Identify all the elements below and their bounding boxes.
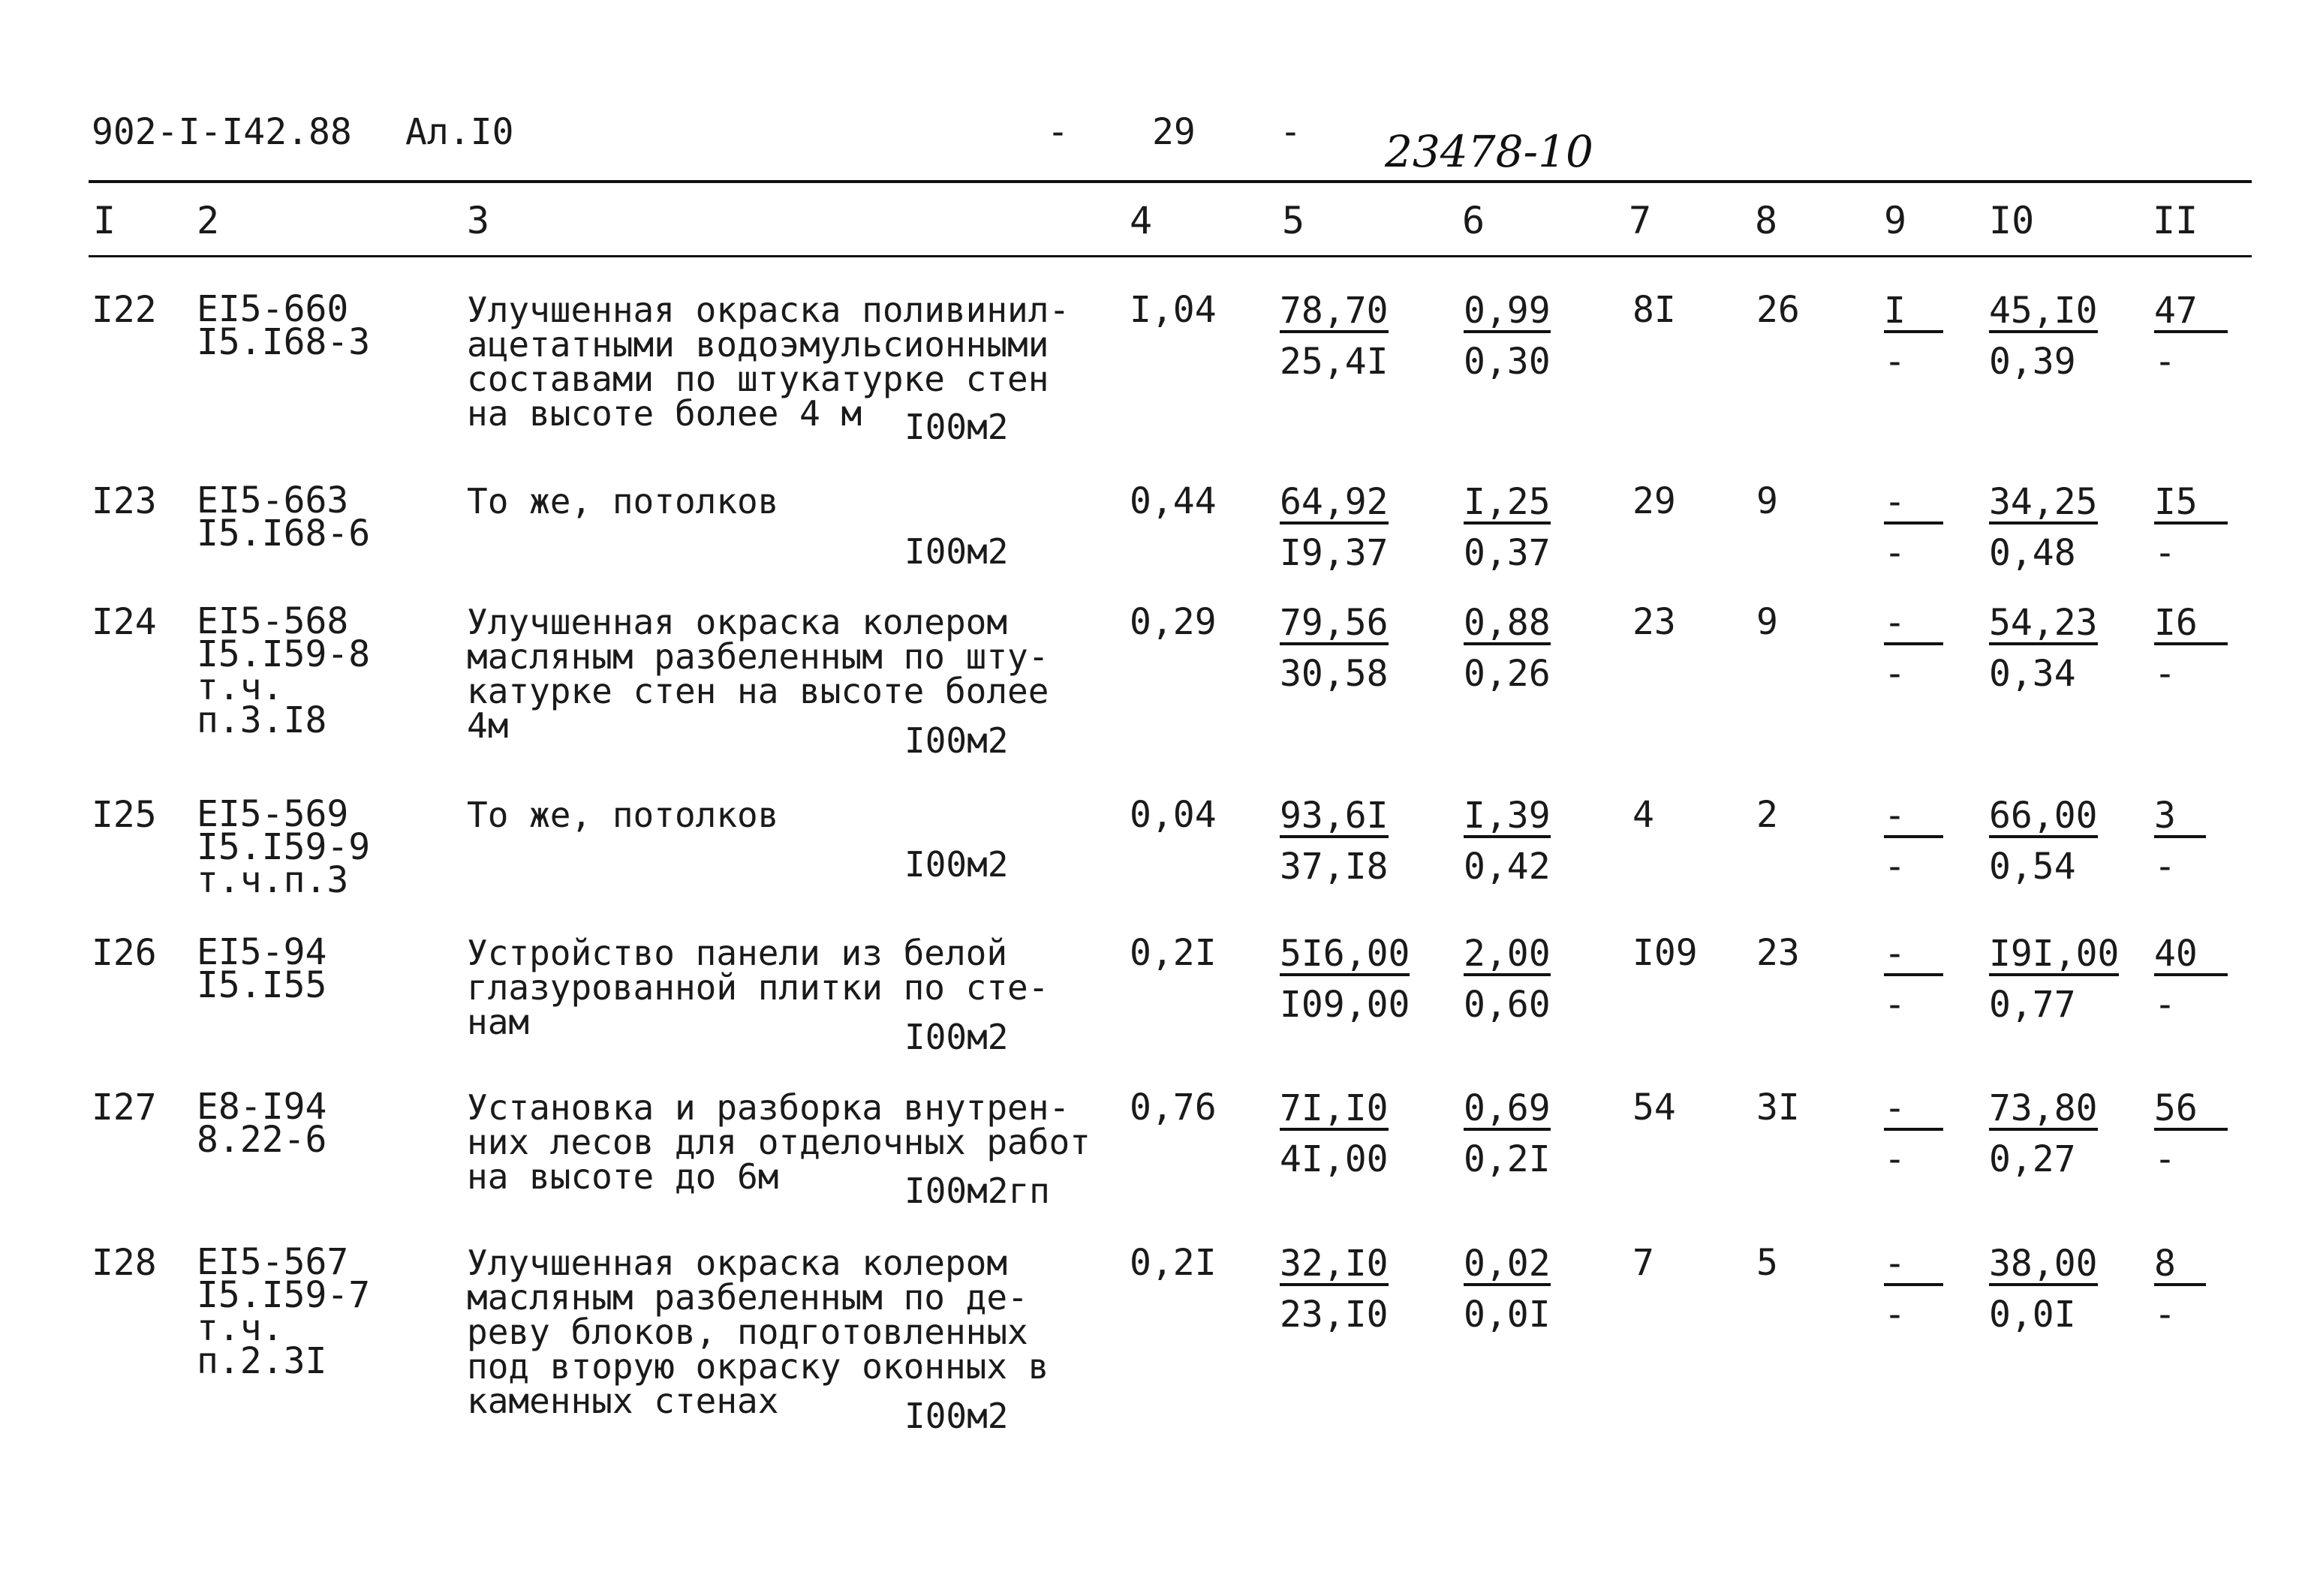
col8-value: 3I <box>1756 1087 1800 1129</box>
quantity-value: I,04 <box>1130 289 1217 331</box>
page-dash-left: - <box>1047 111 1069 153</box>
col11-fraction <box>2154 290 2228 383</box>
document-code: 902-I-I42.88 <box>92 111 352 153</box>
unit-label: I00м2 <box>904 844 1009 885</box>
col11-top: 40 <box>2154 936 2228 976</box>
col9-bottom: - <box>1884 341 1906 383</box>
col9-fraction <box>1884 1087 1943 1180</box>
col5-top: 78,70 <box>1280 290 1389 332</box>
col9-bottom: - <box>1884 653 1906 695</box>
col8-value: 26 <box>1756 289 1800 331</box>
col6-top: 0,69 <box>1464 1087 1551 1129</box>
col7-value: 8I <box>1632 289 1676 331</box>
col5-bottom: I9,37 <box>1280 532 1389 574</box>
col6-bottom: 0,30 <box>1464 341 1551 383</box>
col11-fraction <box>2154 1087 2228 1180</box>
col9-top: - <box>1884 1090 1943 1131</box>
column-number-2: 2 <box>197 199 220 242</box>
col11-top: 8 <box>2154 1246 2206 1286</box>
description-line: Улучшенная окраска колером <box>467 1243 1008 1283</box>
sheet-label: Ал.I0 <box>405 111 514 153</box>
page-dash-right: - <box>1280 111 1301 153</box>
col9-bottom: - <box>1884 532 1906 574</box>
reference-line: I5.I55 <box>197 964 327 1006</box>
col6-fraction <box>1464 1087 1551 1180</box>
description-line: реву блоков, подготовленных <box>467 1312 1028 1352</box>
col5-top: 32,I0 <box>1280 1243 1389 1285</box>
description-line: на высоте до 6м <box>467 1156 779 1197</box>
unit-label: I00м2 <box>904 1017 1009 1057</box>
description-line: катурке стен на высоте более <box>467 671 1049 711</box>
col9-bottom: - <box>1884 1138 1906 1180</box>
col11-bottom: - <box>2154 1138 2176 1180</box>
row-number: I23 <box>92 480 157 522</box>
col11-top: I5 <box>2154 484 2228 524</box>
column-number-9: 9 <box>1884 199 1907 242</box>
col7-value: 4 <box>1632 794 1654 836</box>
col10-fraction <box>1989 795 2098 888</box>
col5-top: 5I6,00 <box>1280 933 1410 975</box>
reference-line: т.ч. <box>197 1307 284 1349</box>
reference-line: I5.I59-8 <box>197 633 371 675</box>
description-line: Устройство панели из белой <box>467 933 1008 973</box>
unit-label: I00м2 <box>904 407 1009 447</box>
row-number: I22 <box>92 289 157 331</box>
col6-bottom: 0,26 <box>1464 653 1551 695</box>
col6-bottom: 0,60 <box>1464 984 1551 1026</box>
reference-line: т.ч.п.3 <box>197 859 349 901</box>
col5-bottom: 4I,00 <box>1280 1138 1389 1180</box>
col9-bottom: - <box>1884 984 1906 1026</box>
col9-top: - <box>1884 936 1943 976</box>
col8-value: 2 <box>1756 794 1778 836</box>
col6-bottom: 0,0I <box>1464 1294 1551 1336</box>
col6-top: I,25 <box>1464 481 1551 523</box>
col9-top: - <box>1884 1246 1943 1286</box>
unit-label: I00м2 <box>904 1396 1009 1436</box>
col9-fraction <box>1884 1243 1943 1336</box>
reference-line: EI5-663 <box>197 479 349 521</box>
col10-top: 34,25 <box>1989 481 2098 523</box>
col9-top: - <box>1884 484 1943 524</box>
description-line: Установка и разборка внутрен- <box>467 1087 1070 1128</box>
col7-value: I09 <box>1632 932 1698 974</box>
col5-top: 64,92 <box>1280 481 1389 523</box>
col10-bottom: 0,27 <box>1989 1138 2076 1180</box>
col9-fraction <box>1884 795 1943 888</box>
unit-label: I00м2 <box>904 720 1009 761</box>
reference-line: EI5-567 <box>197 1241 349 1283</box>
col5-bottom: 25,4I <box>1280 341 1389 383</box>
row-number: I24 <box>92 601 157 643</box>
col5-fraction <box>1280 1243 1389 1336</box>
col10-bottom: 0,48 <box>1989 532 2076 574</box>
col6-bottom: 0,42 <box>1464 846 1551 888</box>
col6-top: I,39 <box>1464 795 1551 837</box>
col9-bottom: - <box>1884 1294 1906 1336</box>
col5-fraction <box>1280 481 1389 574</box>
quantity-value: 0,2I <box>1130 1242 1217 1284</box>
reference-line: EI5-94 <box>197 931 327 973</box>
col6-fraction <box>1464 1243 1551 1336</box>
quantity-value: 0,04 <box>1130 794 1217 836</box>
col8-value: 9 <box>1756 601 1778 643</box>
description-line: Улучшенная окраска колером <box>467 602 1008 642</box>
quantity-value: 0,76 <box>1130 1087 1217 1129</box>
col5-bottom: 37,I8 <box>1280 846 1389 888</box>
col5-top: 93,6I <box>1280 795 1389 837</box>
reference-line: п.2.3I <box>197 1340 327 1382</box>
description-line: масляным разбеленным по де- <box>467 1277 1028 1318</box>
reference-line: п.3.I8 <box>197 699 327 741</box>
reference-line: EI5-660 <box>197 288 349 330</box>
col11-fraction <box>2154 933 2228 1026</box>
col9-top: - <box>1884 798 1943 838</box>
column-number-6: 6 <box>1462 199 1485 242</box>
quantity-value: 0,44 <box>1130 480 1217 522</box>
col10-top: 73,80 <box>1989 1087 2098 1129</box>
reference-line: EI5-568 <box>197 600 349 642</box>
col10-fraction <box>1989 602 2098 695</box>
reference-line: I5.I68-3 <box>197 321 371 363</box>
col11-bottom: - <box>2154 341 2176 383</box>
description-line: них лесов для отделочных работ <box>467 1122 1091 1162</box>
col11-bottom: - <box>2154 653 2176 695</box>
page-number: 29 <box>1152 111 1196 153</box>
description-line: нам <box>467 1002 530 1042</box>
col6-top: 0,02 <box>1464 1243 1551 1285</box>
col9-bottom: - <box>1884 846 1906 888</box>
col6-top: 0,88 <box>1464 602 1551 644</box>
col9-fraction <box>1884 933 1943 1026</box>
col6-bottom: 0,2I <box>1464 1138 1551 1180</box>
column-header-rule <box>89 255 2252 257</box>
col7-value: 54 <box>1632 1087 1676 1129</box>
col8-value: 9 <box>1756 480 1778 522</box>
col5-top: 79,56 <box>1280 602 1389 644</box>
col8-value: 5 <box>1756 1242 1778 1284</box>
col10-top: 66,00 <box>1989 795 2098 837</box>
description-line: глазурованной плитки по сте- <box>467 967 1049 1008</box>
column-number-3: 3 <box>467 199 490 242</box>
col11-top: I6 <box>2154 605 2228 645</box>
description-line: на высоте более 4 м <box>467 393 862 434</box>
col11-fraction <box>2154 481 2228 574</box>
description-line: под вторую окраску оконных в <box>467 1346 1049 1387</box>
reference-line: I5.I59-7 <box>197 1274 371 1316</box>
description-line: ацетатными водоэмульсионными <box>467 324 1049 365</box>
column-number-10: I0 <box>1989 199 2035 242</box>
col10-bottom: 0,54 <box>1989 846 2076 888</box>
column-number-8: 8 <box>1755 199 1778 242</box>
column-number-7: 7 <box>1629 199 1652 242</box>
quantity-value: 0,2I <box>1130 932 1217 974</box>
col9-top: I <box>1884 293 1943 333</box>
col11-fraction <box>2154 1243 2206 1336</box>
col11-bottom: - <box>2154 532 2176 574</box>
col11-fraction <box>2154 795 2206 888</box>
description-line: составами по штукатурке стен <box>467 359 1049 399</box>
col10-fraction <box>1989 481 2098 574</box>
col6-fraction <box>1464 602 1551 695</box>
col6-top: 2,00 <box>1464 933 1551 975</box>
col9-fraction <box>1884 481 1943 574</box>
col5-fraction <box>1280 1087 1389 1180</box>
reference-line: I5.I59-9 <box>197 826 371 868</box>
description-line: То же, потолков <box>467 481 779 521</box>
column-number-11: II <box>2153 199 2198 242</box>
description-line: 4м <box>467 705 509 746</box>
col11-top: 3 <box>2154 798 2206 838</box>
col11-bottom: - <box>2154 1294 2176 1336</box>
col6-fraction <box>1464 290 1551 383</box>
col5-fraction <box>1280 795 1389 888</box>
col11-fraction <box>2154 602 2228 695</box>
col10-bottom: 0,39 <box>1989 341 2076 383</box>
col9-fraction <box>1884 602 1943 695</box>
col7-value: 23 <box>1632 601 1676 643</box>
col8-value: 23 <box>1756 932 1800 974</box>
col11-bottom: - <box>2154 984 2176 1026</box>
col5-fraction <box>1280 602 1389 695</box>
col10-top: I9I,00 <box>1989 933 2120 975</box>
col5-fraction <box>1280 933 1410 1026</box>
col6-fraction <box>1464 933 1551 1026</box>
col10-bottom: 0,77 <box>1989 984 2076 1026</box>
col5-bottom: 30,58 <box>1280 653 1389 695</box>
description-line: масляным разбеленным по шту- <box>467 636 1049 677</box>
col10-fraction <box>1989 933 2120 1026</box>
col7-value: 7 <box>1632 1242 1654 1284</box>
col10-top: 54,23 <box>1989 602 2098 644</box>
col7-value: 29 <box>1632 480 1676 522</box>
reference-line: т.ч. <box>197 666 284 708</box>
col10-top: 38,00 <box>1989 1243 2098 1285</box>
col11-top: 56 <box>2154 1090 2228 1131</box>
col9-fraction <box>1884 290 1943 383</box>
col6-bottom: 0,37 <box>1464 532 1551 574</box>
col5-fraction <box>1280 290 1389 383</box>
col11-top: 47 <box>2154 293 2228 333</box>
unit-label: I00м2 <box>904 531 1009 572</box>
col9-top: - <box>1884 605 1943 645</box>
column-number-1: I <box>93 199 116 242</box>
reference-line: I5.I68-6 <box>197 512 371 555</box>
row-number: I25 <box>92 794 157 836</box>
col10-top: 45,I0 <box>1989 290 2098 332</box>
col10-bottom: 0,34 <box>1989 653 2076 695</box>
col10-fraction <box>1989 290 2098 383</box>
row-number: I26 <box>92 932 157 974</box>
col5-bottom: 23,I0 <box>1280 1294 1389 1336</box>
handwritten-number: 23478-10 <box>1385 126 1593 177</box>
unit-label: I00м2гп <box>904 1171 1050 1211</box>
description-line: То же, потолков <box>467 795 779 835</box>
row-number: I28 <box>92 1242 157 1284</box>
column-number-4: 4 <box>1130 199 1153 242</box>
col5-bottom: I09,00 <box>1280 984 1410 1026</box>
column-number-5: 5 <box>1282 199 1305 242</box>
col6-fraction <box>1464 795 1551 888</box>
description-line: каменных стенах <box>467 1381 779 1421</box>
reference-line: EI5-569 <box>197 793 349 835</box>
header-rule <box>89 180 2252 183</box>
reference-line: 8.22-6 <box>197 1119 327 1161</box>
col5-top: 7I,I0 <box>1280 1087 1389 1129</box>
row-number: I27 <box>92 1087 157 1129</box>
col6-top: 0,99 <box>1464 290 1551 332</box>
col6-fraction <box>1464 481 1551 574</box>
quantity-value: 0,29 <box>1130 601 1217 643</box>
description-line: Улучшенная окраска поливинил- <box>467 290 1070 330</box>
col10-fraction <box>1989 1087 2098 1180</box>
col10-bottom: 0,0I <box>1989 1294 2076 1336</box>
col11-bottom: - <box>2154 846 2176 888</box>
reference-line: E8-I94 <box>197 1086 327 1128</box>
col10-fraction <box>1989 1243 2098 1336</box>
